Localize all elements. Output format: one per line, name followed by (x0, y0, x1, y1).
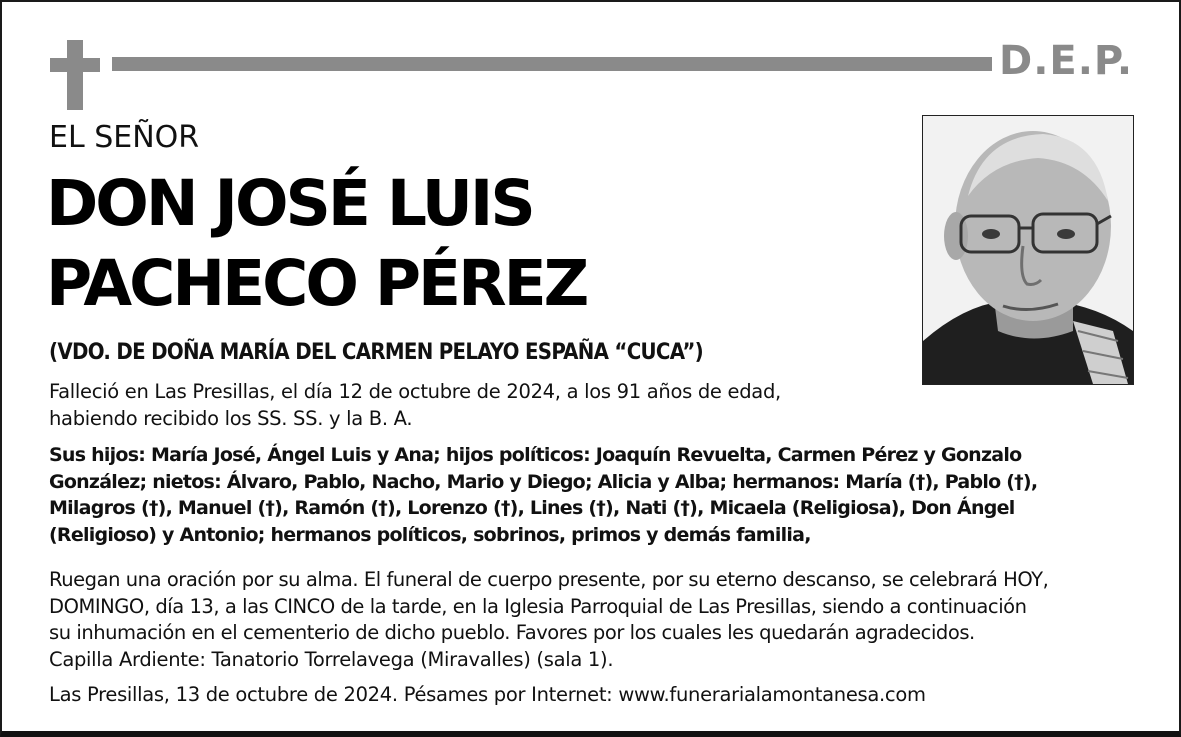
family-list (49, 442, 1119, 548)
honorific: EL SEÑOR (49, 120, 200, 155)
deceased-info-line-2: habiendo recibido los SS. SS. y la B. A. (49, 406, 413, 430)
portrait-image (923, 116, 1133, 384)
family-line-1: Sus hijos: María José, Ángel Luis y Ana; hijos políticos: Joaquín Revuelta, Carmen Pérez y Gonzalo (49, 444, 1022, 466)
family-line-4: (Religioso) y Antonio; hermanos políticos, sobrinos, primos y demás familia, (49, 523, 811, 546)
service-line-2: DOMINGO, día 13, a las CINCO de la tarde, en la Iglesia Parroquial de Las Presillas, siendo a continuación (49, 594, 1027, 618)
deceased-info (49, 379, 909, 432)
header-divider (112, 57, 992, 71)
dep-label: D.E.P. (999, 38, 1134, 84)
family-line-2: González; nietos: Álvaro, Pablo, Nacho, Mario y Diego; Alicia y Alba; hermanos: María (†), Pablo (†), (49, 470, 1038, 493)
widower-of: (VDO. DE DOÑA MARÍA DEL CARMEN PELAYO ESPAÑA “CUCA”) (49, 340, 703, 365)
deceased-name (46, 164, 586, 324)
closing-line (49, 682, 1119, 709)
service-line-1: Ruegan una oración por su alma. El funeral de cuerpo presente, por su eterno descanso, se celebrará HOY, (49, 568, 1049, 591)
service-info (49, 567, 1119, 647)
family-line-3: Milagros (†), Manuel (†), Ramón (†), Lorenzo (†), Lines (†), Nati (†), Micaela (Religiosa), Don Ángel (49, 497, 1015, 519)
chapel-info (49, 647, 1119, 674)
chapel-line: Capilla Ardiente: Tanatorio Torrelavega (Miravalles) (sala 1). (49, 648, 614, 671)
name-line-2: PACHECO PÉREZ (46, 247, 587, 320)
cross-icon (50, 40, 100, 110)
deceased-info-line-1: Falleció en Las Presillas, el día 12 de octubre de 2024, a los 91 años de edad, (49, 380, 781, 403)
closing-text: Las Presillas, 13 de octubre de 2024. Pésames por Internet: www.funerarialamontanesa.com (49, 683, 926, 706)
name-line-1: DON JOSÉ LUIS (46, 167, 533, 240)
service-line-3: su inhumación en el cementerio de dicho pueblo. Favores por los cuales les quedarán agradecidos. (49, 621, 975, 644)
portrait-photo (922, 115, 1134, 385)
